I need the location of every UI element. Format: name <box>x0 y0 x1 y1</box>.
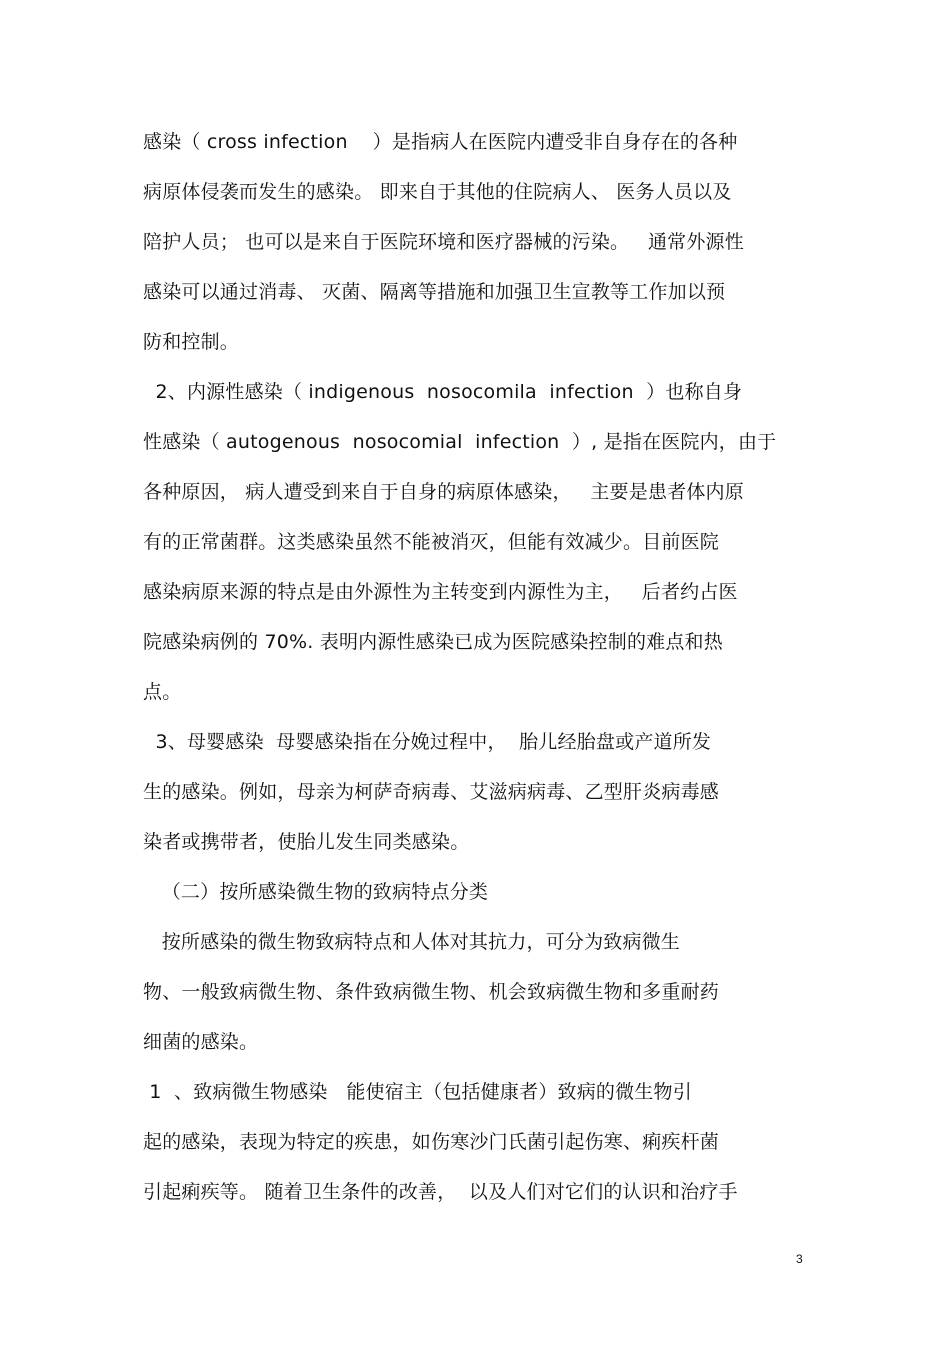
text-line: 染者或携带者，使胎儿发生同类感染。 <box>143 831 470 853</box>
section-heading: （二）按所感染微生物的致病特点分类 <box>143 881 489 903</box>
text-line: 物、一般致病微生物、条件致病微生物、机会致病微生物和多重耐药 <box>143 981 720 1003</box>
text-line: 性感染（ autogenous nosocomial infection ）, 是指在医院内，由于 <box>143 431 777 453</box>
text-line: 感染可以通过消毒、 灭菌、隔离等措施和加强卫生宣教等工作加以预 <box>143 281 726 303</box>
text-line: 3、母婴感染 母婴感染指在分娩过程中， 胎儿经胎盘或产道所发 <box>143 731 712 753</box>
text-line: 病原体侵袭而发生的感染。 即来自于其他的住院病人、 医务人员以及 <box>143 181 732 203</box>
text-line: 陪护人员； 也可以是来自于医院环境和医疗器械的污染。 通常外源性 <box>143 231 744 253</box>
text-line: 1 、致病微生物感染 能使宿主（包括健康者）致病的微生物引 <box>143 1081 692 1103</box>
text-line: 防和控制。 <box>143 331 240 353</box>
text-line: 2、内源性感染（ indigenous nosocomila infection ）也称自身 <box>143 381 743 403</box>
text-line: 感染（ cross infection ）是指病人在医院内遭受非自身存在的各种 <box>143 131 738 153</box>
text-line: 各种原因， 病人遭受到来自于自身的病原体感染， 主要是患者体内原 <box>143 481 744 503</box>
text-line: 有的正常菌群。这类感染虽然不能被消灭，但能有效减少。目前医院 <box>143 531 720 553</box>
text-line: 点。 <box>143 681 182 703</box>
text-line: 院感染病例的 70%. 表明内源性感染已成为医院感染控制的难点和热 <box>143 631 723 653</box>
text-line: 按所感染的微生物致病特点和人体对其抗力，可分为致病微生 <box>143 931 681 953</box>
text-line: 细菌的感染。 <box>143 1031 259 1053</box>
text-line: 生的感染。例如，母亲为柯萨奇病毒、艾滋病病毒、乙型肝炎病毒感 <box>143 781 720 803</box>
page-number: 3 <box>796 1252 803 1266</box>
text-line: 感染病原来源的特点是由外源性为主转变到内源性为主， 后者约占医 <box>143 581 738 603</box>
text-line: 起的感染，表现为特定的疾患，如伤寒沙门氏菌引起伤寒、痢疾杆菌 <box>143 1131 720 1153</box>
text-line: 引起痢疾等。 随着卫生条件的改善， 以及人们对它们的认识和治疗手 <box>143 1181 738 1203</box>
